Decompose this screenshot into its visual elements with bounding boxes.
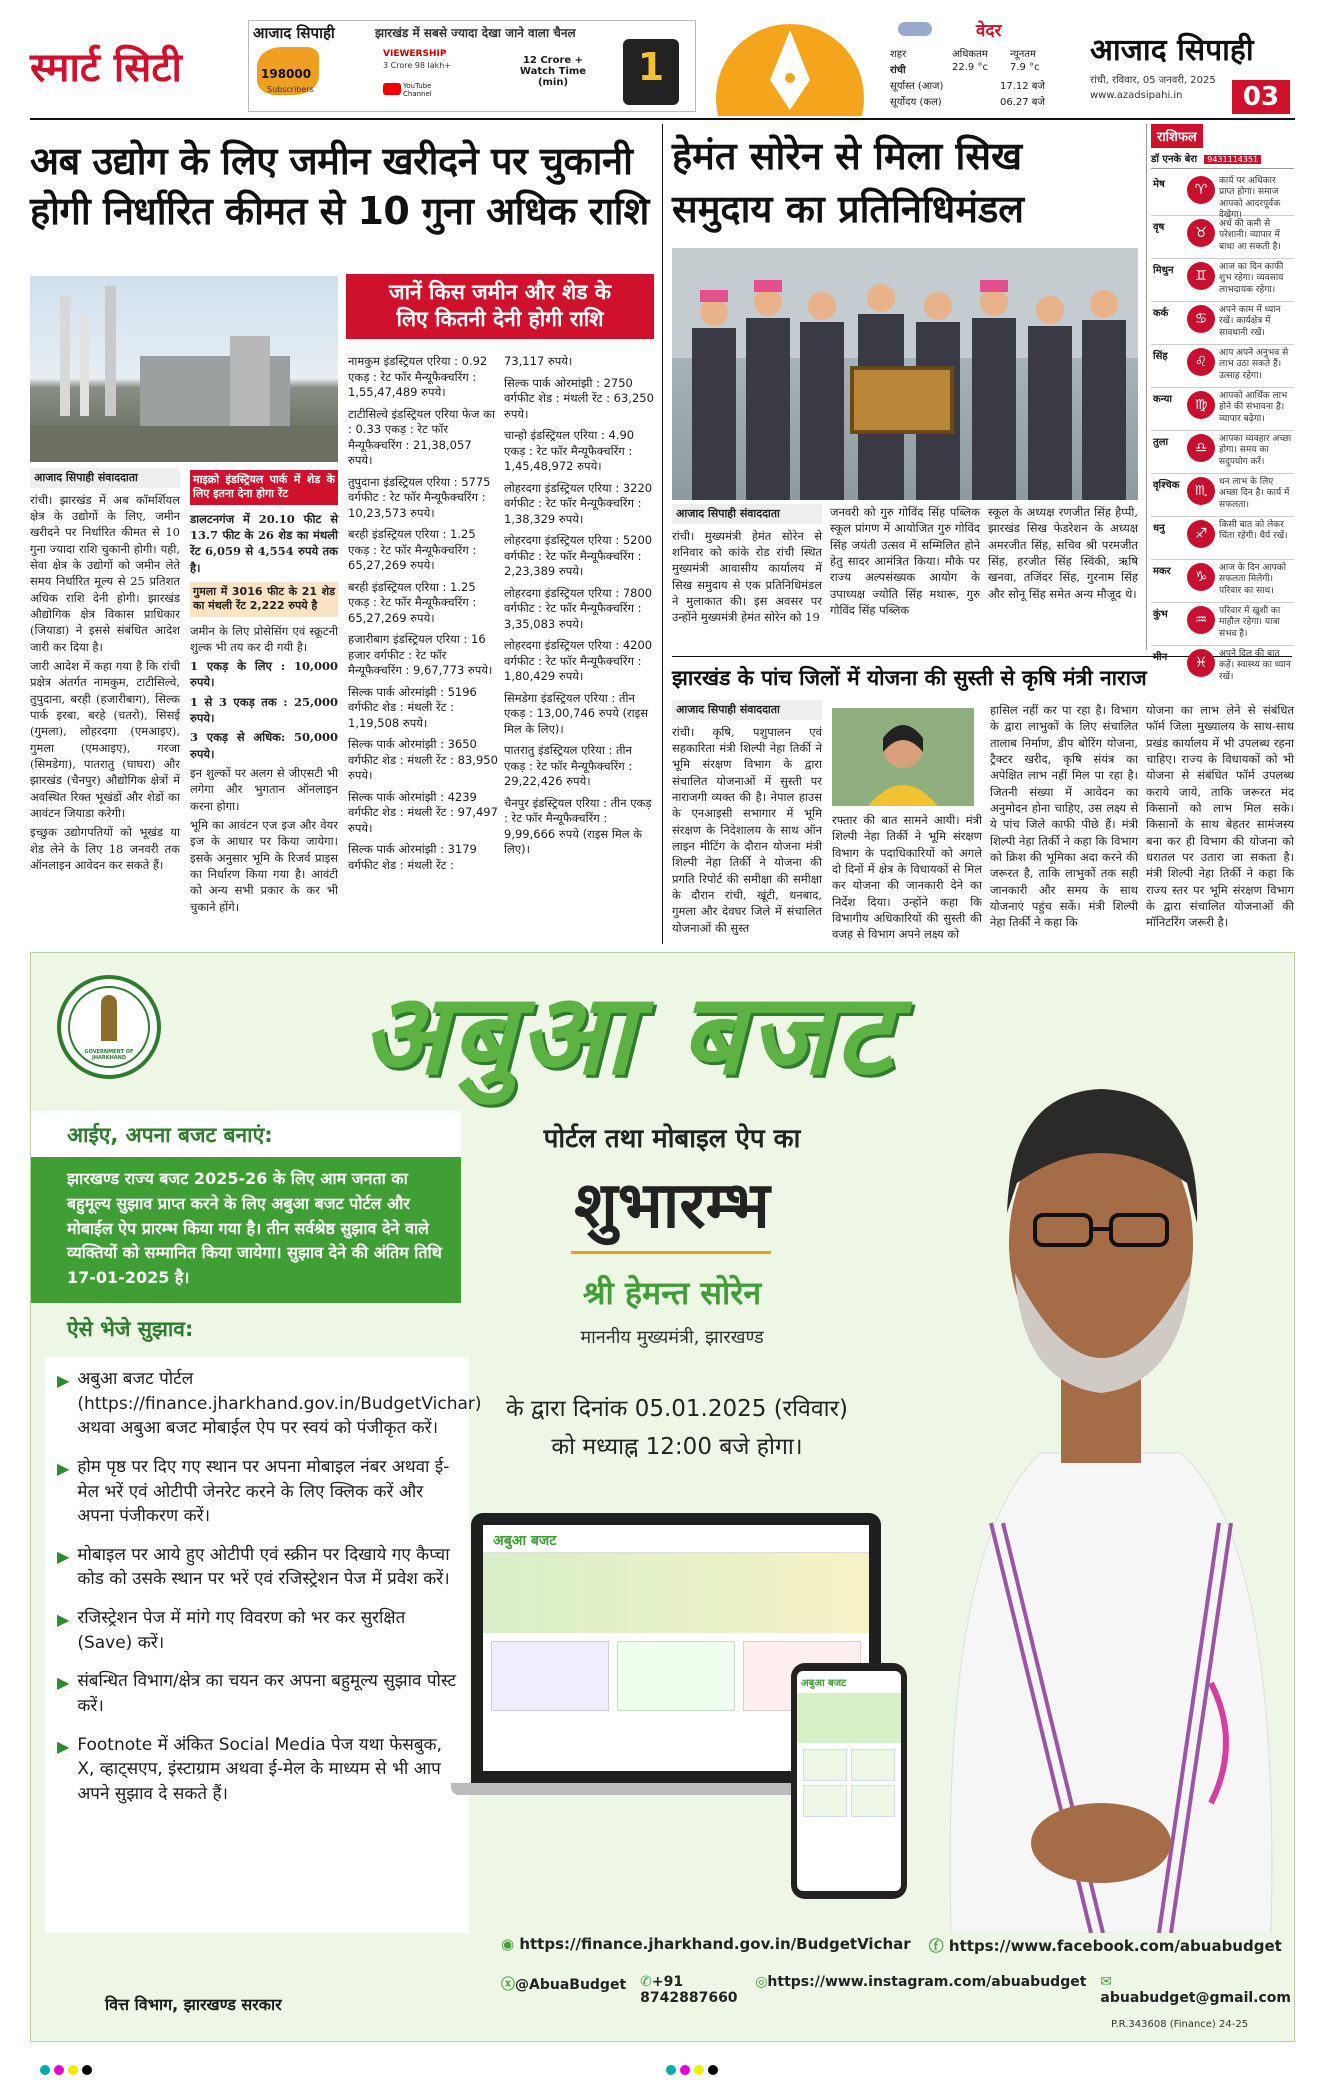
ad-step — [57, 1669, 457, 1718]
promo-subscribers-label: Subscribers — [267, 85, 314, 94]
sunset-time: 17.12 बजे — [1000, 81, 1045, 92]
rashifal-column — [1146, 124, 1294, 682]
youtube-icon — [383, 83, 401, 95]
rate-item: बरही इंडस्ट्रियल एरिया : 1.25 एकड़ : रेट फॉर मैन्यूफैक्चरिंग : 65,27,269 रुपये। — [348, 579, 477, 625]
rates-box — [346, 274, 654, 940]
rashi-text: आपका व्यवहार अच्छा होगा। समय का सदुपयोग करें। — [1219, 434, 1292, 467]
rashi-row — [1151, 259, 1294, 302]
column-divider — [662, 124, 663, 944]
story2-para: जनवरी को गुरु गोविंद सिंह पब्लिक स्कूल प्रांगण में आयोजित गुरु गोविंद सिंह जयंती उत्सव में सम्मिलित होने हेतु सादर आमंत्रित किया। मौके पर राज्य अल्पसंख्यक आयोग के उपाध्यक्ष ज्योति सिंह मथारू, गुरु गोविंद सिंह पब्लिक — [830, 505, 980, 617]
ad-step — [57, 1367, 482, 1441]
rashi-text: अपने काम में ध्यान रखें। कार्यक्षेत्र में सावधानी रखें। — [1219, 305, 1281, 338]
ad-left-heading-text: आईए, अपना बजट बनाएं: — [67, 1123, 273, 1147]
sagittarius-icon: ♐ — [1187, 520, 1215, 548]
weather-min: 7.9 °c — [1010, 62, 1040, 73]
rate-item: लोहरदगा इंडस्ट्रियल एरिया : 3220 वर्गफीट : रेट फॉर मैन्यूफैक्चरिंग : 1,38,329 रुपये। — [504, 480, 653, 526]
rashi-name: मीन — [1153, 652, 1168, 663]
rate-item: नामकुम इंडस्ट्रियल एरिया : 0.92 एकड़ : रेट फॉर मैन्यूफैक्चरिंग : 1,55,47,489 रुपये। — [348, 354, 488, 400]
ad-date-line2: को मध्याह्न 12:00 बजे होगा। — [551, 1434, 803, 1460]
industry-photo — [30, 276, 338, 462]
rate-item: सिमडेगा इंडस्ट्रियल एरिया : तीन एकड़ : 13,00,746 रुपये (राइस मिल के लिए)। — [504, 690, 649, 736]
rashi-name: धनु — [1153, 523, 1165, 534]
story1-col2-para: जमीन के लिए प्रोसेसिंग एवं स्क्रूटनी शुल्क भी तय कर दी गयी है। — [190, 623, 338, 654]
fee-item: 3 एकड़ से अधिक: 50,000 रुपये। — [190, 730, 338, 761]
rate-item: पातरातु इंडस्ट्रियल एरिया : तीन एकड़ : रेट फॉर मैन्यूफैक्चरिंग : 29,22,426 रुपये। — [504, 743, 633, 789]
libra-icon: ♎ — [1187, 434, 1215, 462]
story1-para: रांची। झारखंड में अब कॉमर्शियल क्षेत्र के उद्योगों के लिए, जमीन खरीदने पर निर्धारित कीमत से 10 गुना ज्यादा राशि चुकानी होगी। यही, सेवा क्षेत्र के उद्योगों को जमीन लेते समय निर्धारित मूल्य से 25 प्रतिशत अधिक राशि देनी होगी। झारखंड औद्योगिक क्षेत्र विकास प्राधिकार (जियाडा) ने इससे संबंधित आदेश जारी कर दिया है। — [30, 492, 180, 654]
phone-tile[interactable] — [851, 1749, 895, 1781]
rashi-name: वृश्चिक — [1153, 480, 1180, 491]
ad-step — [57, 1543, 457, 1592]
registration-dot — [708, 2065, 718, 2075]
rashi-row — [1151, 646, 1294, 689]
screen-card[interactable] — [491, 1641, 609, 1711]
rashi-name: मकर — [1153, 566, 1171, 577]
rate-item: चैनपुर इंडस्ट्रियल एरिया : तीन एकड़ : रेट फॉर मैन्यूफैक्चरिंग : 9,99,666 रुपये (राइस मिल के लिए)। — [504, 795, 652, 857]
story1-col2 — [190, 470, 338, 918]
ad-step-text: अबुआ बजट पोर्टल (https://finance.jharkhand.gov.in/BudgetVichar) अथवा अबुआ बजट मोबाईल ऐप पर स्वयं को पंजीकृत करें। — [77, 1369, 482, 1439]
x-icon: ⓧ — [501, 1977, 515, 1993]
rashi-row — [1151, 474, 1294, 517]
instagram-link-text[interactable]: https://www.instagram.com/abuabudget — [767, 1974, 1087, 1990]
cancer-icon: ♋ — [1187, 305, 1215, 333]
channel-promo[interactable] — [248, 20, 696, 112]
ad-step-text: संबन्धित विभाग/क्षेत्र का चयन कर अपना बहुमूल्य सुझाव पोस्ट करें। — [77, 1671, 457, 1717]
leo-icon: ♌ — [1187, 348, 1215, 376]
email-link-text[interactable]: abuabudget@gmail.com — [1100, 1990, 1291, 2006]
sunset-label: सूर्यास्त (आज) — [890, 81, 944, 92]
x-link[interactable] — [501, 1974, 626, 2006]
rashi-row — [1151, 603, 1294, 646]
rashi-row — [1151, 388, 1294, 431]
screen-header — [483, 1525, 869, 1553]
story2-headline — [672, 130, 1142, 236]
story2-byline: आजाद सिपाही संवाददाता — [672, 504, 822, 524]
facebook-icon: ⓕ — [928, 1937, 944, 1955]
screen-banner — [483, 1553, 869, 1633]
story2-col1 — [672, 504, 822, 629]
astrologer-name: डॉ एनके बेरा — [1151, 154, 1198, 165]
rashi-name: तुला — [1153, 437, 1169, 448]
fee-item: 1 से 3 एकड़ तक : 25,000 रुपये। — [190, 694, 338, 726]
story1-col2-para: डालटनगंज में 20.10 फीट से 13.7 फीट के 26 शेड का मंथली रेंट 6,059 से 4,554 रुपये तक है। — [190, 511, 338, 575]
rashi-row — [1151, 560, 1294, 603]
email-icon: ✉ — [1100, 1974, 1113, 1990]
capricorn-icon: ♑ — [1187, 563, 1215, 591]
sunrise-time: 06.27 बजे — [1000, 97, 1045, 108]
x-link-text[interactable]: @AbuaBudget — [515, 1977, 627, 1993]
story1-col2-para: इन शुल्कों पर अलग से जीएसटी भी लगेगा और भुगतान ऑनलाइन करना होगा। — [190, 766, 338, 813]
pr-number: P.R.343608 (Finance) 24-25 — [1111, 2019, 1249, 2030]
rashi-row — [1151, 302, 1294, 345]
ad-step — [57, 1733, 457, 1807]
story1-headline-line1: अब उद्योग के लिए जमीन खरीदने पर चुकानी — [30, 139, 633, 183]
story3-col3 — [990, 702, 1138, 934]
facebook-link-text[interactable]: https://www.facebook.com/abuabudget — [948, 1937, 1282, 1955]
dateline: रांची, रविवार, 05 जनवरी, 2025 — [1090, 75, 1216, 86]
rates-title-line2: लिए कितनी देनी होगी राशि — [396, 307, 604, 332]
story1-headline-line2: होगी निर्धारित कीमत से 10 गुना अधिक राशि — [30, 189, 649, 234]
promo-subscribers: 198000 — [261, 67, 312, 81]
ad-step-text: मोबाइल पर आये हुए ओटीपी एवं स्क्रीन पर दिखाये गए कैप्चा कोड को उसके स्थान पर भरें एवं रजिस्ट्रेशन पेज में प्रवेश करें। — [77, 1544, 450, 1590]
highlight-box-micro-park: माइक्रो इंडस्ट्रियल पार्क में शेड के लिए इतना देना होगा रेंट — [190, 470, 338, 505]
orange-divider — [571, 1251, 771, 1254]
astrologer-phone: 9431114351 — [1204, 155, 1261, 164]
phone-banner — [797, 1693, 901, 1743]
weather-title: वेदर — [976, 21, 1002, 41]
ad-step — [57, 1606, 457, 1655]
footer-row2 — [501, 1974, 1291, 2006]
ad-by-title: माननीय मुख्यमंत्री, झारखण्ड — [580, 1327, 764, 1348]
ad-how-heading: ऐसे भेजे सुझाव: — [67, 1317, 194, 1341]
footer-row1 — [501, 1935, 1291, 1956]
rate-item: 73,117 रुपये। — [504, 354, 573, 368]
registration-dot — [82, 2065, 92, 2075]
promo-rank: 1 — [637, 45, 665, 89]
weather-box — [888, 18, 1064, 112]
story1-col1 — [30, 468, 180, 876]
gemini-icon: ♊ — [1187, 262, 1215, 290]
rashi-text: अपने दिल की बात कहें। स्वास्थ्य का ध्यान रखें। — [1219, 649, 1291, 682]
sunrise-label: सूर्योदय (कल) — [890, 97, 942, 108]
chief-minister-portrait — [911, 983, 1295, 1933]
minister-photo — [832, 708, 974, 806]
ad-green-box: झारखण्ड राज्य बजट 2025-26 के लिए आम जनता का बहुमूल्य सुझाव प्राप्त करने के लिए अबुआ बजट पोर्टल और मोबाईल ऐप प्रारम्भ किया गया है। तीन सर्वश्रेष्ठ सुझाव देने वाले व्यक्तियों को सम्मानित किया जायेगा। सुझाव देने की अंतिम तिथि 17-01-2025 है। — [31, 1157, 461, 1303]
ad-footer-dept: वित्त विभाग, झारखण्ड सरकार — [105, 1995, 282, 2014]
phone-tile[interactable] — [803, 1749, 847, 1781]
page-number: 03 — [1232, 80, 1290, 114]
weather-max: 22.9 °c — [952, 62, 988, 73]
facebook-link[interactable] — [929, 1935, 1282, 1956]
highlight-box-gumla: गुमला में 3016 फीट के 21 शेड का मंथली रेंट 2,222 रुपये है — [190, 582, 338, 617]
rate-item: चान्हो इंडस्ट्रियल एरिया : 4.90 एकड़ : रेट फॉर मैन्यूफैक्चरिंग : 1,45,48,972 रुपये। — [504, 428, 635, 474]
promo-brand: आजाद सिपाही — [253, 24, 335, 42]
delegation-photo — [672, 248, 1138, 500]
aries-icon: ♈ — [1187, 176, 1215, 204]
rashifal-byline — [1151, 151, 1294, 169]
story3-col2 — [832, 812, 982, 946]
section-title: स्मार्ट सिटी — [30, 45, 182, 91]
promo-youtube: YouTube Channel — [403, 82, 432, 98]
story2-headline-line2: समुदाय का प्रतिनिधिमंडल — [672, 187, 1025, 232]
weather-col-max: अधिकतम — [952, 49, 988, 60]
print-registration-marks — [40, 2060, 1290, 2079]
rashi-text: आपको आर्थिक लाभ होने की संभावना है। व्यापार बढ़ेगा। — [1219, 391, 1288, 424]
paper-name: आजाद सिपाही — [1090, 33, 1254, 68]
bullet-arrow-icon: ▶ — [57, 1546, 70, 1566]
ad-steps-list — [45, 1357, 482, 1933]
instagram-icon: ◎ — [755, 1974, 768, 1990]
masthead-divider — [30, 118, 1295, 120]
phone-tile[interactable] — [851, 1785, 895, 1817]
phone-screen-title: अबुआ बजट — [801, 1678, 847, 1689]
rates-title-line1: जानें किस जमीन और शेड के — [389, 280, 611, 304]
rashi-name: कुंभ — [1153, 609, 1168, 620]
promo-tagline: झारखंड में सबसे ज्यादा देखा जाने वाला चैनल — [375, 26, 576, 40]
rate-item: लोहरदगा इंडस्ट्रियल एरिया : 7800 वर्गफीट : रेट फॉर मैन्यूफैक्चरिंग : 3,35,083 रुपये। — [504, 585, 653, 631]
bullet-arrow-icon: ▶ — [57, 1673, 70, 1693]
emblem-text: GOVERNMENT OF JHARKHAND — [84, 1049, 134, 1061]
story3-col1 — [672, 700, 822, 939]
screen-title: अबुआ बजट — [493, 1533, 557, 1549]
rank-badge — [623, 39, 679, 105]
masthead — [0, 0, 1325, 116]
rate-item: हजारीबाग इंडस्ट्रियल एरिया : 16 हजार वर्गफीट : रेट फॉर मैन्यूफैक्चरिंग : 9,67,773 रुपये। — [348, 632, 493, 678]
story3-byline: आजाद सिपाही संवाददाता — [672, 700, 822, 720]
story3-para: हासिल नहीं कर पा रहा है। विभाग के द्वारा लाभुकों के लिए संचालित तालाब निर्माण, डीप बोरिंग योजना, ट्रैक्टर खरीद, कृषि संयंत्र का अपेक्षित लाभ नहीं मिल पा रहा है। जितनी संख्या में आवेदन का अनुमोदन होना चाहिए, उस लक्ष्य से ये पांच जिले काफी पीछे हैं। मंत्री शिल्पी नेहा तिर्की ने कहा कि विभाग को क्रिश की भूमिका अदा करने की जरूरत है, ताकि लाभुकों तक सही जानकारी और समय के साथ योजनाएं पहुंच सकें। मंत्री शिल्पी नेहा तिर्की ने कहा कि — [990, 703, 1138, 930]
portal-link[interactable] — [501, 1935, 911, 1956]
rate-item: सिल्क पार्क ओरमांझी : 3179 वर्गफीट शेड : मंथली रेंट : — [348, 842, 477, 872]
ad-by-name: श्री हेमन्त सोरेन — [582, 1274, 762, 1312]
story2-col2 — [830, 504, 980, 621]
story3-para: योजना का लाभ लेने से संबंधित फॉर्म जिला मुख्यालय के साथ-साथ प्रखंड कार्यालय में भी उपलब्ध रहना चाहिए। राज्य के विधायकों को भी योजना से संबंधित फॉर्म उपलब्ध कराये जाये, ताकि जरूरत मंद किसानों को लाभ मिल सके। किसानों के साथ बेहतर सामंजस्य बना कर ही विभाग की योजना को धरातल पर उतारा जा सकता है। मंत्री शिल्पी नेहा तिर्की ने कहा कि राज्य स्तर पर भूमि संरक्षण विभाग के द्वारा संचालित योजनाओं की मॉनिटरिंग जरूरी है। — [1146, 703, 1294, 930]
rate-item: सिल्क पार्क ओरमांझी : 2750 वर्गफीट शेड : मंथली रेंट : 63,250 रुपये। — [504, 375, 654, 421]
bullet-arrow-icon: ▶ — [57, 1371, 70, 1390]
rashi-text: किसी बात को लेकर चिंता रहेगी। धैर्य रखें। — [1219, 520, 1288, 542]
rates-col2 — [504, 354, 654, 864]
rashi-name: कर्क — [1153, 308, 1169, 319]
rashi-text: आज का दिन काफी शुभ रहेगा। व्यवसाय लाभदायक रहेगा। — [1219, 262, 1284, 295]
bullet-arrow-icon: ▶ — [57, 1610, 70, 1630]
rashi-row — [1151, 431, 1294, 474]
abua-budget-ad — [30, 952, 1295, 2042]
weather-col-min: न्यूनतम — [1010, 49, 1036, 60]
pen-logo — [702, 20, 878, 116]
ad-title: अबुआ बजट — [361, 970, 896, 1100]
story2-col3 — [988, 504, 1138, 605]
registration-dot — [54, 2065, 64, 2075]
rate-item: लोहरदगा इंडस्ट्रियल एरिया : 4200 वर्गफीट : रेट फॉर मैन्यूफैक्चरिंग : 1,80,429 रुपये। — [504, 638, 653, 684]
rashi-text: आप अपने अनुभव से लाभ उठा सकते हैं। उत्साह रहेगा। — [1219, 348, 1289, 381]
taurus-icon: ♉ — [1187, 219, 1215, 247]
phone-tile[interactable] — [803, 1785, 847, 1817]
ad-step — [57, 1455, 457, 1529]
website[interactable]: www.azadsipahi.in — [1090, 90, 1183, 101]
promo-viewership-title: VIEWERSHIP — [383, 49, 447, 59]
registration-dot — [40, 2065, 50, 2075]
story3-headline: झारखंड के पांच जिलों में योजना की सुस्ती से कृषि मंत्री नाराज — [672, 666, 1147, 690]
rate-item: सिल्क पार्क ओरमांझी : 3650 वर्गफीट शेड : मंथली रेंट : 83,950 रुपये। — [348, 737, 498, 783]
registration-dot — [694, 2065, 704, 2075]
ad-left-heading — [31, 1111, 461, 1157]
rashi-text: अर्थ की कमी से परेशानी। व्यापार में बाधा आ सकती है। — [1219, 219, 1281, 252]
email-link[interactable] — [1100, 1974, 1291, 2006]
rashi-text: आज के दिन आपको सफलता मिलेगी। परिवार का साथ। — [1219, 563, 1287, 596]
rashi-text: कार्य पर अधिकार प्राप्त होगा। समाज आपको आदरपूर्वक देखेगा। — [1219, 176, 1281, 220]
virgo-icon: ♍ — [1187, 391, 1215, 419]
weather-city: रांची — [890, 65, 906, 76]
whatsapp-link-text[interactable]: +91 8742887660 — [640, 1974, 738, 2006]
rashi-name: मिथुन — [1153, 265, 1174, 276]
ad-step-text: रजिस्ट्रेशन पेज में मांगे गए विवरण को भर कर सुरक्षित (Save) करें। — [77, 1608, 406, 1653]
registration-dot — [68, 2065, 78, 2075]
scorpio-icon: ♏ — [1187, 477, 1215, 505]
fee-item: 1 एकड़ के लिए : 10,000 रुपये। — [190, 659, 338, 690]
phone-screen — [797, 1671, 901, 1891]
weather-col-city: शहर — [890, 49, 907, 60]
rashifal-title: राशिफल — [1151, 124, 1203, 148]
ad-launch: शुभारम्भ — [574, 1169, 770, 1243]
bullet-arrow-icon: ▶ — [57, 1736, 70, 1756]
rate-item: सिल्क पार्क ओरमांझी : 5196 वर्गफीट शेड : मंथली रेंट : 1,19,508 रुपये। — [348, 684, 477, 730]
rashi-row — [1151, 216, 1294, 259]
bullet-arrow-icon: ▶ — [57, 1458, 70, 1478]
rashi-text: परिवार में खुशी का माहौल रहेगा। यात्रा संभव है। — [1219, 606, 1281, 639]
story1-headline — [30, 136, 670, 236]
rashi-name: मेष — [1153, 179, 1165, 190]
story2-para: स्कूल के अध्यक्ष रणजीत सिंह हैप्पी, झारखंड सिख फेडरेशन के अध्यक्ष अमरजीत सिंह, सचिव श्री परमजीत सिंह, हरजीत सिंह स्विंकी, ऋषि खनवा, तजिंदर सिंह, गुरनाम सिंह और सोनू सिंह समेत अन्य मौजूद थे। — [988, 505, 1138, 601]
story1-col2-para: भूमि का आवंटन एज इज और वेयर इज के आधार पर किया जायेगा। इसके अनुसार भूमि के रिजर्व प्राइस का निर्धारण किया गया है। आवंटी को अन्य सभी प्रकार के कर भी चुकाने होंगे। — [190, 818, 338, 914]
whatsapp-icon: ✆ — [640, 1974, 652, 1990]
rate-item: बरही इंडस्ट्रियल एरिया : 1.25 एकड़ : रेट फॉर मैन्यूफैक्चरिंग : 65,27,269 रुपये। — [348, 527, 477, 573]
story3-col4 — [1146, 702, 1294, 934]
rashi-name: सिंह — [1153, 351, 1168, 362]
ad-step-text: Footnote में अंकित Social Media पेज यथा फेसबुक, X, व्हाट्सएप, इंस्टाग्राम अथवा ई-मेल के माध्यम से भी आप अपने सुझाव दे सकते हैं। — [77, 1734, 443, 1804]
rate-item: सिल्क पार्क ओरमांझी : 4239 वर्गफीट शेड : मंथली रेंट : 97,497 रुपये। — [348, 789, 498, 835]
ad-portal-line: पोर्टल तथा मोबाइल ऐप का — [543, 1124, 801, 1154]
screen-card[interactable] — [617, 1641, 735, 1711]
rashi-row — [1151, 345, 1294, 388]
story1-para: जारी आदेश में कहा गया है कि रांची प्रक्षेत्र अंतर्गत नामकुम, टाटीसिल्वे, तुपुदाना, बरही (हजारीबाग), सिल्क पार्क इरबा, बरहे (चतरो), सिसई (गुमला), लोहरदगा (एमआइए), गुमला (एमआइए), गरजा (सिमडेगा), पातरातु (घाघरा) और झारखंड (चैनपुर) औद्योगिक क्षेत्रों में अवस्थित रिक्त भूखंडों और शेडों का आवंटन जियाडा करेगी। — [30, 658, 180, 820]
rashi-row — [1151, 173, 1294, 220]
aquarius-icon: ♒ — [1187, 606, 1215, 634]
phone-tiles — [797, 1743, 901, 1823]
portal-link-text[interactable]: https://finance.jharkhand.gov.in/BudgetVichar — [519, 1935, 911, 1953]
story3-para: रफ्तार की बात सामने आयी। मंत्री शिल्पी नेहा तिर्की ने भूमि संरक्षण विभाग के पदाधिकारियों को अगले दो दिनों में क्षेत्र के विधायकों से मिल कर योजना की जानकारी देने का निर्देश दिया। उन्होंने कहा कि विभागीय अधिकारियों की सुस्ती की वजह से विभाग अपने लक्ष्य को — [832, 813, 982, 942]
whatsapp-link[interactable] — [640, 1974, 741, 2006]
story2-para: रांची। मुख्यमंत्री हेमंत सोरेन से शनिवार को कांके रोड रांची स्थित मुख्यमंत्री आवासीय कार्यालय में सिख समुदाय से एक प्रतिनिधिमंडल ने मुलाकात की। इस अवसर पर उन्होंने मुख्यमंत्री हेमंत सोरेन को 19 — [672, 528, 822, 625]
government-emblem — [57, 975, 161, 1079]
rashi-text: धन लाभ के लिए अच्छा दिन है। कार्य में सफलता। — [1219, 477, 1290, 510]
promo-viewership-value: 3 Crore 98 lakh+ — [383, 61, 452, 70]
instagram-link[interactable] — [755, 1974, 1086, 2006]
phone-mockup — [791, 1663, 907, 1899]
pisces-icon: ♓ — [1187, 649, 1215, 677]
registration-dot — [680, 2065, 690, 2075]
rashi-name: कन्या — [1153, 394, 1173, 405]
promo-watchtime: 12 Crore + Watch Time (min) — [519, 55, 587, 88]
rate-item: तुपुदाना इंडस्ट्रियल एरिया : 5775 वर्गफीट : रेट फॉर मैन्यूफैक्चरिंग : 10,23,573 रुपये। — [348, 474, 491, 520]
ad-step-text: होम पृष्ठ पर दिए गए स्थान पर अपना मोबाइल नंबर अथवा ई-मेल भरें एवं ओटीपी जेनरेट करने के लिए क्लिक करें और अपना पंजीकरण करें। — [77, 1456, 450, 1527]
ad-footer-links — [501, 1935, 1291, 2006]
rate-item: लोहरदगा इंडस्ट्रियल एरिया : 5200 वर्गफीट : रेट फॉर मैन्यूफैक्चरिंग : 2,23,389 रुपये। — [504, 533, 653, 579]
globe-icon: ◉ — [501, 1935, 515, 1953]
story1-para: इच्छुक उद्योगपतियों को भूखंड या शेड लेने के लिए 18 जनवरी तक ऑनलाइन आवेदन कर सकते हैं। — [30, 825, 180, 872]
rates-title — [346, 274, 654, 339]
cloud-icon — [898, 22, 932, 36]
story2-headline-line1: हेमंत सोरेन से मिला सिख — [672, 134, 1023, 178]
ad-date-line1: के द्वारा दिनांक 05.01.2025 (रविवार) — [506, 1396, 848, 1422]
story1-byline: आजाद सिपाही संवाददाता — [30, 468, 180, 488]
rate-item: टाटीसिल्वे इंडस्ट्रियल एरिया फेज का : 0.33 एकड़ : रेट फॉर मैन्यूफैक्चरिंग : 21,38,057 रुपये। — [348, 406, 495, 468]
rates-col1 — [348, 354, 498, 879]
story3-para: रांची। कृषि, पशुपालन एवं सहकारिता मंत्री शिल्पी नेहा तिर्की ने भूमि संरक्षण विभाग के द्वारा संचालित योजनाओं में सुस्ती पर नाराजगी व्यक्त की है। नेपाल हाउस के एनआइसी सभागार में भूमि संरक्षण के निदेशालय के साथ ऑन लाइन मीटिंग के दौरान योजना मंत्री शिल्पी नेहा तिर्की ने योजना की प्रगति रिपोर्ट की समीक्षा की समीक्षा के दौरान रांची, खूंटी, धनबाद, गुमला और देवघर जिले में संचालित योजनाओं की सुस्त — [672, 724, 822, 935]
rashi-row — [1151, 517, 1294, 560]
registration-dot — [666, 2065, 676, 2075]
rashi-name: वृष — [1153, 222, 1165, 233]
